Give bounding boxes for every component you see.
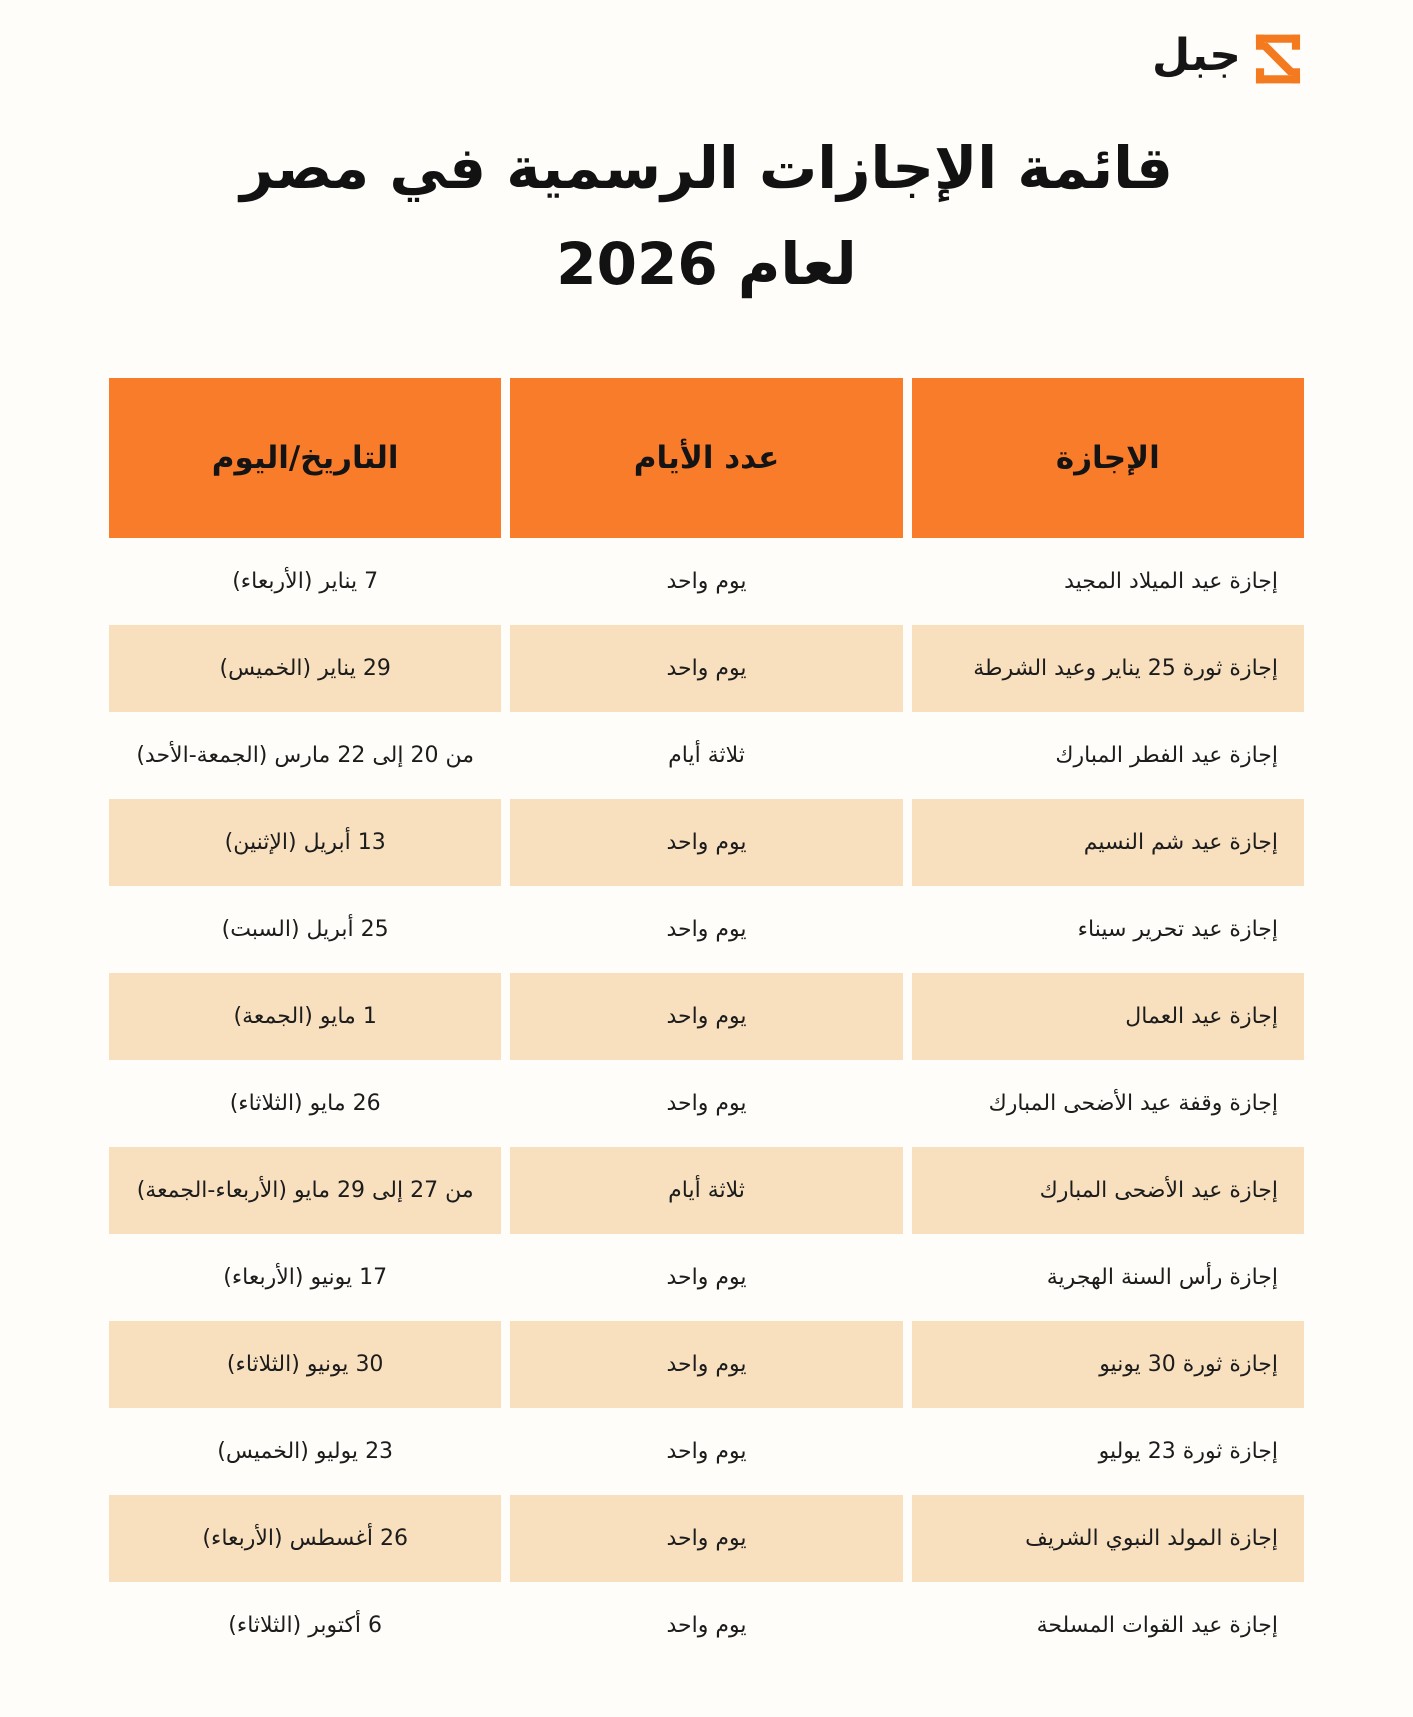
days-cell: يوم واحد bbox=[666, 1091, 747, 1116]
table-row bbox=[109, 1582, 1304, 1669]
holiday-cell: إجازة عيد العمال bbox=[912, 973, 1304, 1060]
brand-name: جبل bbox=[1152, 30, 1241, 81]
holiday-cell: إجازة ثورة 23 يوليو bbox=[1098, 1439, 1278, 1464]
holidays-table-header bbox=[109, 378, 1304, 538]
days-cell: يوم واحد bbox=[510, 1321, 902, 1408]
days-cell: يوم واحد bbox=[666, 569, 747, 594]
holiday-cell: إجازة عيد القوات المسلحة bbox=[1036, 1613, 1278, 1638]
table-row bbox=[109, 799, 1304, 886]
date-cell: 26 أغسطس (الأربعاء) bbox=[109, 1495, 501, 1582]
days-cell: ثلاثة أيام bbox=[510, 1147, 902, 1234]
table-row bbox=[109, 1321, 1304, 1408]
header-row bbox=[109, 378, 1304, 538]
holiday-cell: إجازة ثورة 30 يونيو bbox=[912, 1321, 1304, 1408]
holidays-table-body bbox=[109, 538, 1304, 1669]
holidays-table bbox=[100, 378, 1313, 1669]
date-cell: 26 مايو (الثلاثاء) bbox=[229, 1091, 381, 1116]
days-cell: يوم واحد bbox=[666, 917, 747, 942]
holiday-cell: إجازة المولد النبوي الشريف bbox=[912, 1495, 1304, 1582]
holiday-cell: إجازة عيد الفطر المبارك bbox=[1055, 743, 1278, 768]
date-cell: 7 يناير (الأربعاء) bbox=[232, 569, 379, 594]
table-row bbox=[109, 1234, 1304, 1321]
date-cell: 23 يوليو (الخميس) bbox=[217, 1439, 394, 1464]
date-cell: 25 أبريل (السبت) bbox=[221, 917, 389, 942]
page-title-line1: قائمة الإجازات الرسمية في مصر bbox=[240, 134, 1173, 202]
hourglass-z-icon bbox=[1249, 29, 1307, 89]
holiday-cell: إجازة عيد الأضحى المبارك bbox=[912, 1147, 1304, 1234]
holiday-cell: إجازة رأس السنة الهجرية bbox=[1046, 1265, 1278, 1290]
days-cell: يوم واحد bbox=[510, 1495, 902, 1582]
days-cell: يوم واحد bbox=[666, 1439, 747, 1464]
date-cell: 30 يونيو (الثلاثاء) bbox=[109, 1321, 501, 1408]
days-cell: يوم واحد bbox=[666, 1613, 747, 1638]
date-cell: من 20 إلى 22 مارس (الجمعة-الأحد) bbox=[136, 743, 475, 768]
page-title-line2: لعام 2026 bbox=[556, 230, 857, 298]
date-cell: 17 يونيو (الأربعاء) bbox=[223, 1265, 388, 1290]
date-cell: 6 أكتوبر (الثلاثاء) bbox=[228, 1613, 383, 1638]
days-cell: يوم واحد bbox=[510, 625, 902, 712]
column-header-holiday: الإجازة bbox=[912, 378, 1304, 538]
table-row bbox=[109, 973, 1304, 1060]
date-cell: 1 مايو (الجمعة) bbox=[109, 973, 501, 1060]
days-cell: يوم واحد bbox=[510, 799, 902, 886]
table-row bbox=[109, 625, 1304, 712]
date-cell: 13 أبريل (الإثنين) bbox=[109, 799, 501, 886]
holiday-cell: إجازة عيد شم النسيم bbox=[912, 799, 1304, 886]
holiday-cell: إجازة عيد تحرير سيناء bbox=[1077, 917, 1278, 942]
page-title bbox=[0, 120, 1413, 312]
table-row bbox=[109, 1147, 1304, 1234]
column-header-days: عدد الأيام bbox=[510, 378, 902, 538]
days-cell: يوم واحد bbox=[510, 973, 902, 1060]
holiday-cell: إجازة وقفة عيد الأضحى المبارك bbox=[988, 1091, 1278, 1116]
table-row bbox=[109, 712, 1304, 799]
table-row bbox=[109, 1495, 1304, 1582]
table-row bbox=[109, 1408, 1304, 1495]
holiday-cell: إجازة ثورة 25 يناير وعيد الشرطة bbox=[912, 625, 1304, 712]
column-header-date: التاريخ/اليوم bbox=[109, 378, 501, 538]
table-row bbox=[109, 1060, 1304, 1147]
date-cell: 29 يناير (الخميس) bbox=[109, 625, 501, 712]
table-row bbox=[109, 538, 1304, 625]
days-cell: يوم واحد bbox=[666, 1265, 747, 1290]
days-cell: ثلاثة أيام bbox=[668, 743, 745, 768]
table-row bbox=[109, 886, 1304, 973]
brand-logo bbox=[0, 0, 1413, 92]
date-cell: من 27 إلى 29 مايو (الأربعاء-الجمعة) bbox=[109, 1147, 501, 1234]
holiday-cell: إجازة عيد الميلاد المجيد bbox=[1064, 569, 1278, 594]
